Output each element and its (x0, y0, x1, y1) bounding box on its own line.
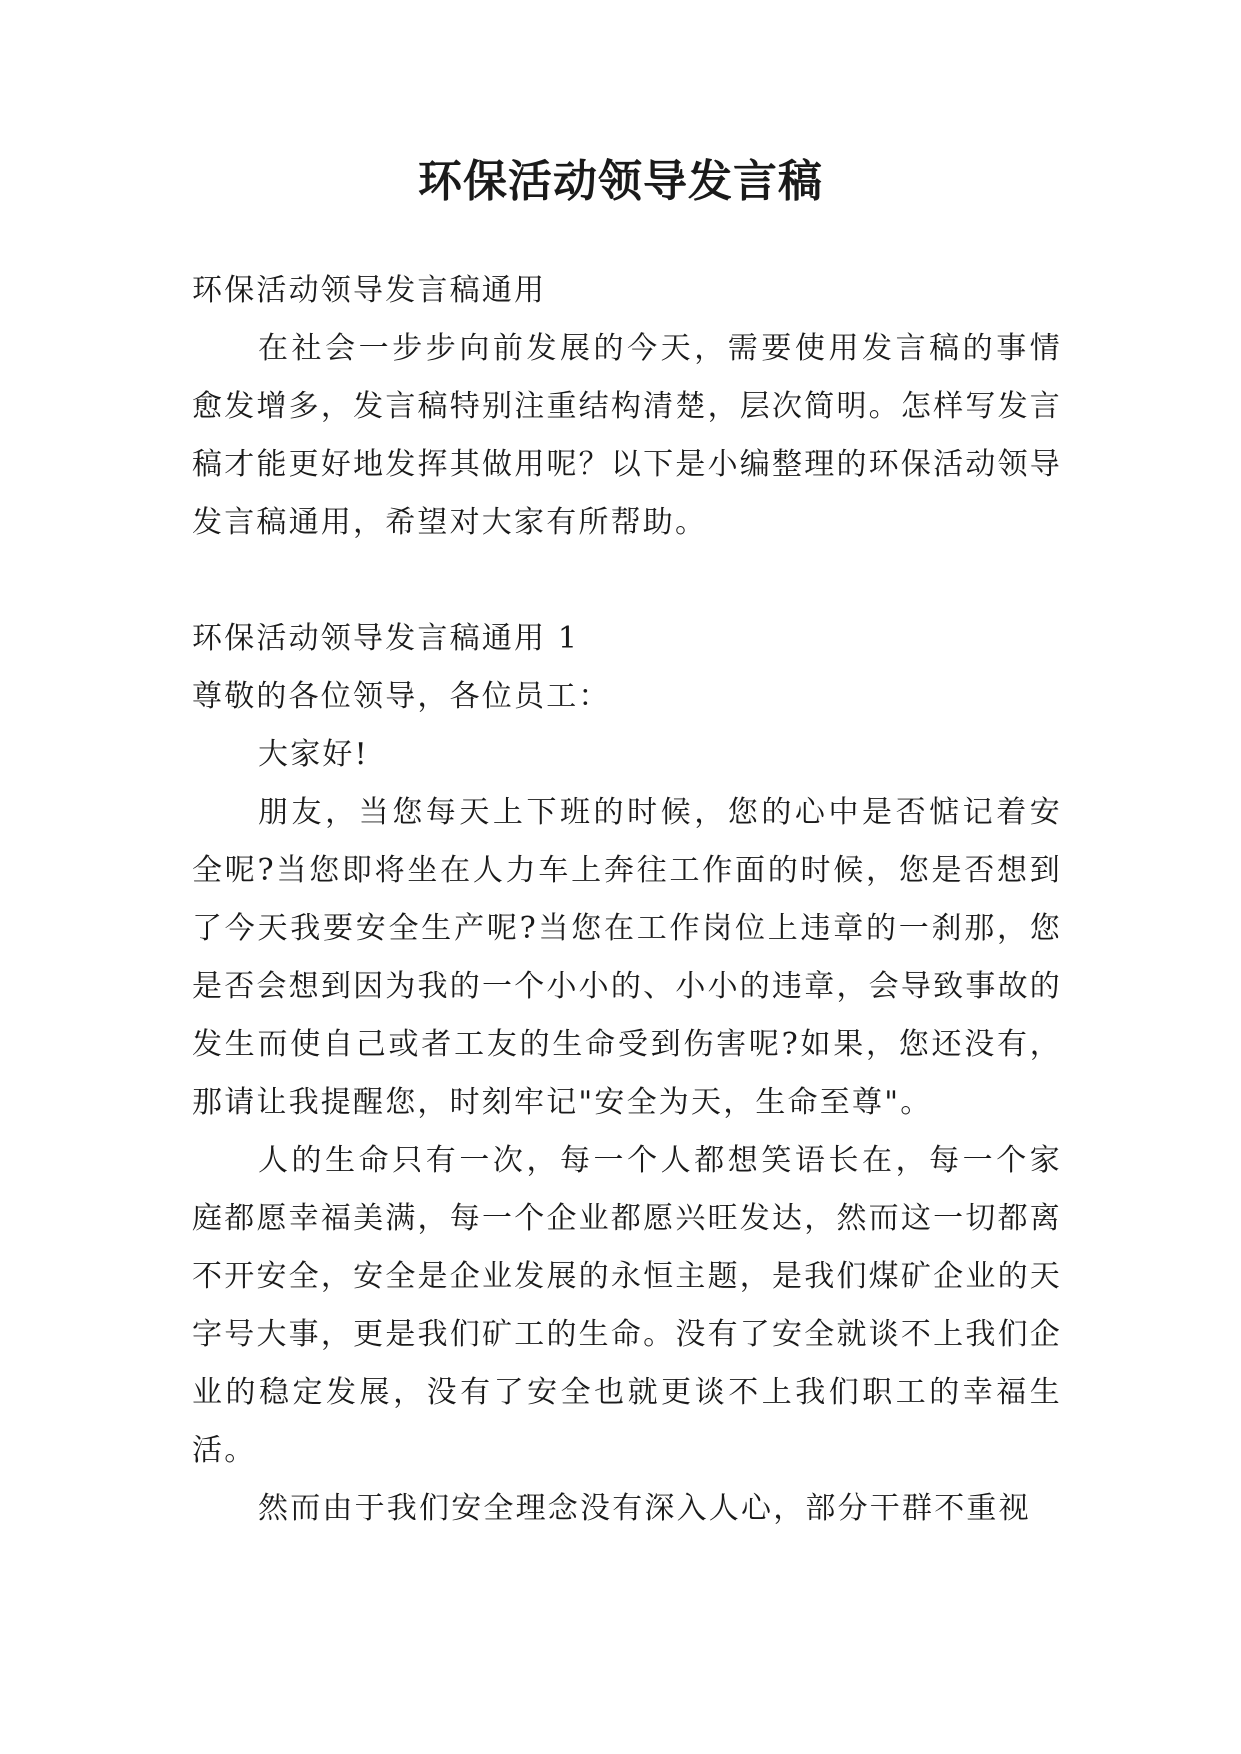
document-body (192, 262, 1062, 1538)
salutation: 尊敬的各位领导，各位员工： (192, 679, 611, 714)
paragraph-spacer (192, 552, 1062, 610)
body-paragraph-1: 朋友，当您每天上下班的时候，您的心中是否惦记着安全呢?当您即将坐在人力车上奔往工作面的时候，您是否想到了今天我要安全生产呢?当您在工作岗位上违章的一刹那，您是否会想到因为我的一个小小的、小小的违章，会导致事故的发生而使自己或者工友的生命受到伤害呢?如果，您还没有，那请让我提醒您，时刻牢记"安全为天，生命至尊"。 (192, 795, 1062, 1120)
section-heading: 环保活动领导发言稿通用 1 (192, 621, 580, 656)
intro-paragraph: 在社会一步步向前发展的今天，需要使用发言稿的事情愈发增多，发言稿特别注重结构清楚，层次简明。怎样写发言稿才能更好地发挥其做用呢？以下是小编整理的环保活动领导发言稿通用，希望对大家有所帮助。 (192, 331, 1062, 540)
document-title: 环保活动领导发言稿 (418, 156, 823, 207)
body-paragraph-3: 然而由于我们安全理念没有深入人心，部分干群不重视 (258, 1491, 1031, 1526)
body-paragraph-2: 人的生命只有一次，每一个人都想笑语长在，每一个家庭都愿幸福美满，每一个企业都愿兴旺发达，然而这一切都离不开安全，安全是企业发展的永恒主题，是我们煤矿企业的天字号大事，更是我们矿工的生命。没有了安全就谈不上我们企业的稳定发展，没有了安全也就更谈不上我们职工的幸福生活。 (192, 1143, 1062, 1468)
document-subtitle: 环保活动领导发言稿通用 (192, 273, 547, 308)
greeting: 大家好! (258, 737, 369, 772)
